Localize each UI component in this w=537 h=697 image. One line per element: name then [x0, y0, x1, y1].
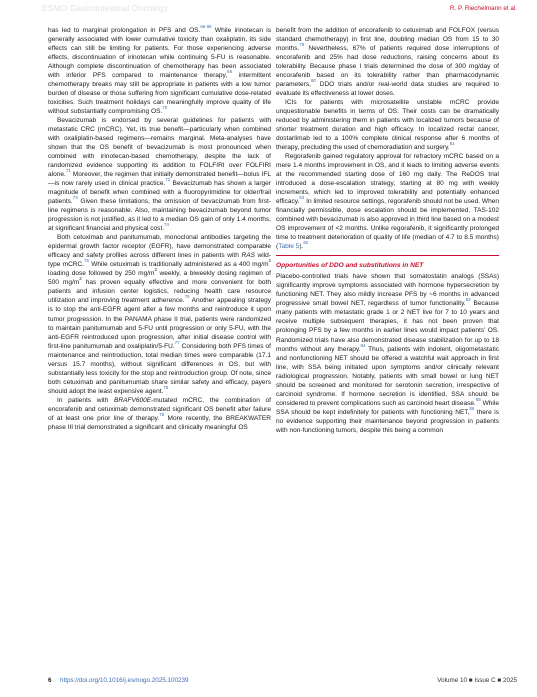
citation-ref[interactable]: 72	[165, 177, 171, 183]
citation-ref[interactable]: 70	[162, 105, 168, 111]
citation-ref[interactable]: 69	[227, 69, 233, 75]
running-author: R. P. Riechelmann et al.	[449, 5, 517, 12]
page-header	[0, 0, 537, 20]
citation-ref[interactable]: 79	[299, 42, 305, 48]
citation-ref[interactable]: 76	[184, 294, 190, 300]
paragraph: Both cetuximab and panitumumab, monoclonal antibodies targeting the epidermal growth factor receptor (EGFR), have demonstrated comparable efficacy and safety profiles across different lines in patients with RAS wild-type mCRC.$^{75}$ While cetuximab is traditionally administered as a 400 $mg/m^2$ loading dose followed by 250 $mg/m^2$ weekly, a biweekly dosing regimen of 500 $mg/m^2$ has proven equally effective and more convenient for both patients and infusion center logistics, reducing health care resource utilization and improving treatment adherence.$^{76}$ Another appealing strategy is to stop the anti-EGFR agent after a few months and reintroduce it upon tumor progression. In the PANAMA phase II trial, patients were randomized to maintain panitumumab and 5-FU until progression or only 5-FU, with the anti-EGFR reintroduced upon progression, after initial disease control with first-line panitumumab and oxaliplatin/5-FU.$^{77}$ Considering both PFS times of maintenance and reintroduction, total median times were comparable (17.1 versus 15.7 months), without significant differences in OS, but with substantially less toxicity for the stop and reintroduction group. Of note, since both cetuximab and panitumumab share similar safety and efficacy, payers should adopt the least expensive agent.$^{75}$	[48, 234, 272, 395]
citation-ref[interactable]: 83	[465, 297, 471, 303]
citation-ref[interactable]: 71	[65, 168, 71, 174]
paragraph: Bevacizumab is endorsed by several guidelines for patients with metastatic CRC (mCRC). Yet, its true benefit—particularly when combined with oxaliplatin-based regimens—remains marginal. Meta-analyses have shown that the OS benefit of bevacizumab is most pronounced when combined with irinotecan-based chemotherapy, despite the lack of randomized evidence supporting its addition to FOLFIRI over FOLFIRI alone.$^{71}$ Moreover, the regimen that initially demonstrated benefit—bolus IFL—is now rarely used in clinical practice.$^{72}$ Bevacizumab has shown a larger magnitude of benefit when combined with a fluoropyrimidine for older/frail patients.$^{73}$ Given these limitations, the omission of bevacizumab from first-line regimens is reasonable. Also, maintaining bevacizumab beyond tumor progression is not justified, as it led to a median OS gain of only 1.4 months, at significant financial and physical cost.$^{74}$	[48, 117, 271, 233]
paragraph: In patients with BRAFV600E-mutated mCRC, the combination of encorafenib and cetuximab demonstrated significant OS benefit after failure of at least one prior line of therapy.$^{78}$ More recently, the BREAKWATER phase III trial demonstrated a significant and clinically meaningful OS	[48, 396, 272, 431]
citation-ref[interactable]: 86	[469, 405, 475, 411]
citation-ref[interactable]: 77	[174, 339, 180, 345]
left-column	[48, 26, 271, 432]
citation-ref[interactable]: 75	[84, 258, 89, 264]
right-column	[276, 26, 499, 435]
section-heading: Opportunities of DDO and substitutions in NET	[276, 255, 499, 270]
citation-ref[interactable]: 85	[475, 396, 481, 402]
citation-ref[interactable]: 73	[72, 195, 78, 201]
citation-ref[interactable]: 53	[299, 195, 305, 201]
paragraph: has led to marginal prolongation in PFS and OS.$^{66-68}$ While irinotecan is generally associated with lower cumulative toxicity than oxaliplatin, its side effects can still be limiting for patients. For those experiencing adverse effects, discontinuation of irinotecan while continuing 5-FU is reasonable. Although complete discontinuation of chemotherapy has been associated with inferior PFS compared to maintenance therapy,$^{69}$ intermittent chemotherapy breaks may still be appropriate in patients with a low tumor burden of disease or those suffering from significant cumulative dose-related toxicities. Such treatment holidays can meaningfully improve quality of life without substantially compromising OS.$^{70}$	[48, 24, 272, 116]
table-link[interactable]: Table 5	[278, 243, 300, 251]
doi-link[interactable]: https://doi.org/10.1016/j.esmogo.2025.100239	[60, 677, 189, 684]
volume-info: Volume 10 ■ Issue C ■ 2025	[437, 677, 517, 684]
citation-ref[interactable]: 78	[159, 411, 165, 417]
page-footer	[48, 677, 517, 687]
citation-ref[interactable]: 84	[360, 342, 366, 348]
citation-ref[interactable]: 81	[449, 141, 455, 147]
paragraph: Placebo-controlled trials have shown that somatostatin analogs (SSAs) significantly improve symptoms associated with hormone hypersecretion by functioning NET. They also mildly increase PFS by ~6 months in advanced progressive small bowel NET, regardless of tumor functionality.$^{83}$ Because many patients with metastatic grade 1 or 2 NET live for 7 to 10 years and receive multiple subsequent therapies, it has not been proven that prolonging PFS by a few months in earlier lines would impact patients’ OS. Randomized trials have also demonstrated disease stabilization for up to 18 months without any therapy.$^{84}$ Thus, patients with indolent, oligometastatic and nonfunctioning NET should be offered a watchful wait approach in first line, with SSA being initiated upon symptoms and/or clinically relevant radiological progression. Notably, patients with small bowel or lung NET should be screened and monitored for serotonin secretion, irrespective of carcinoid syndrome. If hormone secretion is identified, SSA should be considered to prevent complications such as carcinoid heart disease.$^{85}$ While SSA should be kept indefinitely for patients with functioning NET,$^{86}$ there is no evidence supporting their maintenance beyond progression in patients with non-functioning tumors, despite this being a common	[276, 273, 499, 434]
paragraph: benefit from the addition of encorafenib to cetuximab and FOLFOX (versus standard chemotherapy) in first line, doubling median OS from 15 to 30 months.$^{79}$ Nevertheless, 67% of patients required dose interruptions of encorafenib and 25% had dose reductions, raising concerns about its tolerability. Because phase I trials determined the dose of 300 mg/day of encorafenib based on its tolerability rather than pharmacodynamic parameters,$^{80}$ DDO trials and/or real-world data studies are required to evaluate its effectiveness at lower doses.	[276, 27, 499, 98]
citation-ref[interactable]: 82	[303, 240, 309, 246]
citation-ref[interactable]: 80	[310, 78, 316, 84]
citation-ref[interactable]: 75	[163, 384, 169, 390]
citation-ref[interactable]: 74	[164, 222, 169, 228]
paragraph: ICIs for patients with microsatellite unstable mCRC provide unquestionable benefits in terms of OS. Their costs can be dramatically reduced by administering them in patients with localized tumors because of shorter treatment duration and high efficacy. In localized rectal cancer, dostarlimab led to a 100% complete clinical response after 6 months of therapy, precluding the used of chemoradiation and surgery.$^{81}$	[276, 99, 499, 152]
paragraph: Regorafenib gained regulatory approval for refractory mCRC based on a mere 1.4 months improvement in OS, and it leads to limiting adverse events at the recommended starting dose of 160 mg daily. The ReDOS trial introduced a dose-escalation strategy, starting at 80 mg with weekly increments, which led to improved tolerability and potentially enhanced efficacy.$^{53}$ In limited resource settings, regorafenib should not be used. When financially permissible, dose escalation should be implemented. TAS-102 combined with bevacizumab is also approved in third line based on a modest OS improvement of <2 months. Unlike regorafenib, it significantly prolonged time to treatment deterioration of quality of life (median of 4.7 to 8.5 months) (Table 5).$^{82}$	[276, 153, 499, 251]
citation-ref[interactable]: 66-68	[200, 24, 212, 29]
journal-name: ESMO Gastrointestinal Oncology	[42, 3, 169, 13]
page-number: 6	[48, 677, 52, 684]
